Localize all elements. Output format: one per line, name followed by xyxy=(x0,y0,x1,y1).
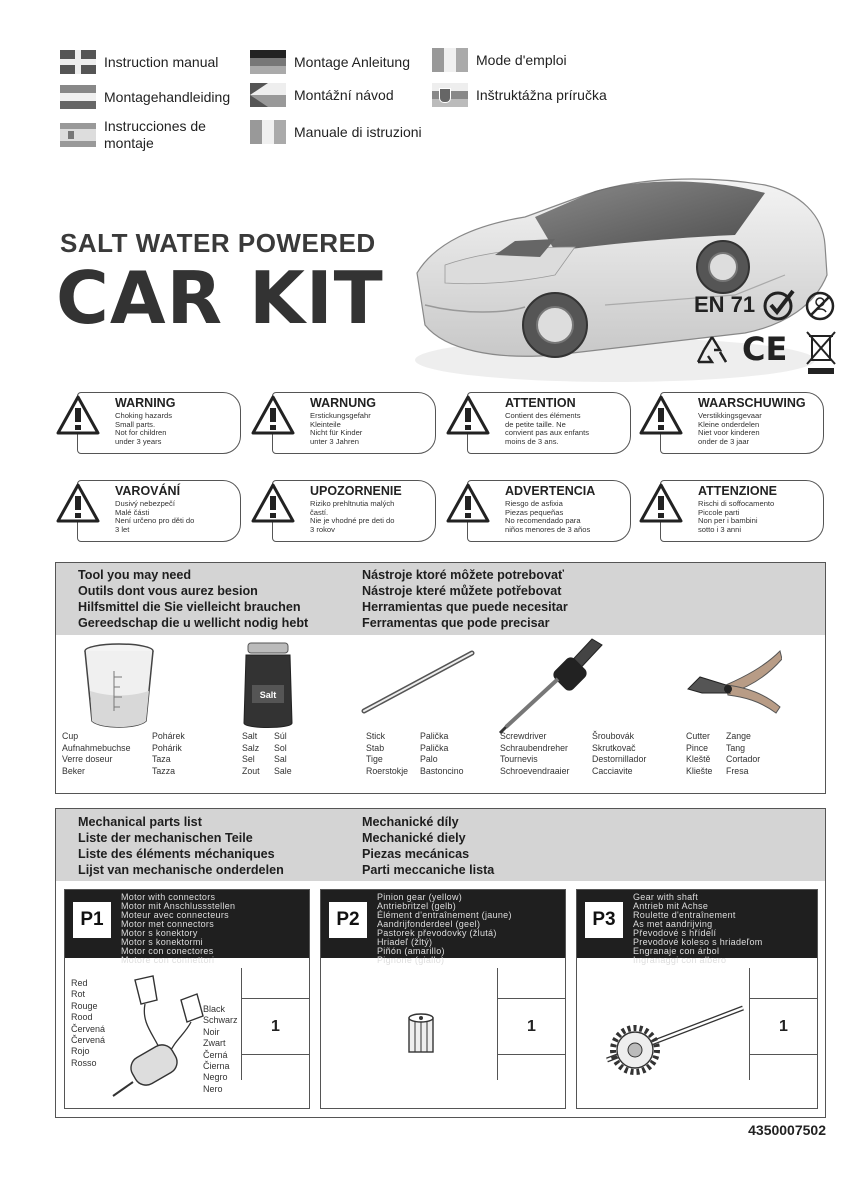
tool-label: Cup Aufnahmebuchse Verre doseur Beker xyxy=(62,731,131,776)
language-french xyxy=(432,48,567,72)
tool-label: Screwdriver Schraubendreher Tournevis Schroevendraaier xyxy=(500,731,570,776)
warning-triangle-icon xyxy=(55,482,101,524)
red-wire-labels: Red Rot Rouge Rood Červená Červená Rojo Rosso xyxy=(71,978,106,1068)
motor-with-connectors-icon xyxy=(105,974,215,1106)
warning-heading: WAARSCHUWING xyxy=(698,396,806,410)
tools-heading-left: Tool you may need Outils dont vous aurez besion Hilfsmittel die Sie vielleicht brauchen Gereedschap die u wellicht nodig hebt xyxy=(78,568,309,630)
pinion-gear-icon xyxy=(401,1012,441,1058)
checkmark-seal-icon xyxy=(762,288,796,322)
language-label: Montagehandleiding xyxy=(104,88,231,105)
warning-heading: VAROVÁNÍ xyxy=(115,484,181,498)
tool-label: Súl Sol Sal Sale xyxy=(274,731,292,776)
language-label: Mode d'emploi xyxy=(476,51,567,68)
language-label: Montážní návod xyxy=(294,86,394,103)
warning-italian xyxy=(638,478,824,542)
product-title: CAR KIT xyxy=(56,256,384,340)
warning-text: Choking hazards Small parts. Not for children under 3 years xyxy=(115,411,172,446)
warning-triangle-icon xyxy=(445,482,491,524)
warning-german xyxy=(250,390,436,454)
warning-triangle-icon xyxy=(250,482,296,524)
parts-heading-left: Mechanical parts list Liste der mechanischen Teile Liste des éléments méchaniques Lijst van mechanische onderdelen xyxy=(78,815,284,877)
stick-icon xyxy=(356,647,478,717)
warning-heading: UPOZORNENIE xyxy=(310,484,402,498)
part-id: P1 xyxy=(73,902,111,938)
tool-label: Zange Tang Cortador Fresa xyxy=(726,731,761,776)
fr-flag-icon xyxy=(432,48,468,72)
nl-flag-icon xyxy=(60,85,96,109)
de-flag-icon xyxy=(250,50,286,74)
part-description: Gear with shaft Antrieb mit Achse Roulette d'entraînement As met aandrijving Převodové s hřídelí Prevodové koleso s hriadeľom Engranaje con árbol Ingranaggi con albero xyxy=(633,892,763,965)
it-flag-icon xyxy=(250,120,286,144)
language-spanish xyxy=(60,118,234,152)
warning-triangle-icon xyxy=(638,394,684,436)
cz-flag-icon xyxy=(250,83,286,107)
screwdriver-icon xyxy=(496,635,606,735)
warning-slovak xyxy=(250,478,436,542)
warning-text: Rischi di soffocamento Piccole parti Non per i bambini sotto i 3 anni xyxy=(698,499,775,534)
language-label: Instruction manual xyxy=(104,53,219,70)
measuring-cup-icon xyxy=(80,641,158,731)
part-id: P3 xyxy=(585,902,623,938)
tool-label: Palička Palička Palo Bastoncino xyxy=(420,731,464,776)
part-quantity: 1 xyxy=(527,1018,536,1035)
tool-label: Stick Stab Tige Roerstokje xyxy=(366,731,409,776)
warning-text: Dusivý nebezpečí Malé části Není určeno pro děti do 3 let xyxy=(115,499,195,534)
warning-triangle-icon xyxy=(638,482,684,524)
warning-french xyxy=(445,390,631,454)
language-label: Montage Anleitung xyxy=(294,53,410,70)
black-wire-labels: Black Schwarz Noir Zwart Černá Čierna Negro Nero xyxy=(203,1004,238,1094)
warning-heading: ATTENTION xyxy=(505,396,576,410)
part-description: Pinion gear (yellow) Antriebritzel (gelb) Élément d'entraînement (jaune) Aandrijfonderdeel (geel) Pastorek převodovky (žlutá) Hriadeľ (žltý) Piñón (amarillo) Pignone (giallo) xyxy=(377,892,512,965)
warning-triangle-icon xyxy=(250,394,296,436)
warning-text: Riziko prehltnutia malých častí. Nie je vhodné pre deti do 3 rokov xyxy=(310,499,395,534)
tools-panel xyxy=(55,562,826,794)
sk-flag-icon xyxy=(432,83,468,107)
not-for-children-icon xyxy=(804,290,836,322)
warning-dutch xyxy=(638,390,824,454)
warning-text: Contient des éléments de petite taille. Ne convient pas aux enfants moins de 3 ans. xyxy=(505,411,590,446)
language-dutch xyxy=(60,85,230,109)
tool-label: Salt Salz Sel Zout xyxy=(242,731,260,776)
weee-bin-icon xyxy=(804,328,838,376)
warning-triangle-icon xyxy=(55,394,101,436)
language-label: Manuale di istruzioni xyxy=(294,123,422,140)
part-card-p3 xyxy=(576,889,818,1109)
en71-label: EN 71 xyxy=(694,292,756,317)
es-flag-icon xyxy=(60,123,96,147)
salt-jar-icon xyxy=(240,641,296,731)
recycle-icon xyxy=(694,334,730,368)
part-description: Motor with connectors Motor mit Anschlussstellen Moteur avec connecteurs Motor met connectors Motor s konektory Motor s konektormi Motor con conectores Motore con connettori xyxy=(121,892,236,965)
product-code: 4350007502 xyxy=(748,1122,826,1138)
product-subtitle: SALT WATER POWERED xyxy=(60,228,376,258)
warning-english xyxy=(55,390,241,454)
warning-text: Verstikkingsgevaar Kleine onderdelen Niet voor kinderen onder de 3 jaar xyxy=(698,411,762,446)
parts-panel xyxy=(55,808,826,1118)
warning-triangle-icon xyxy=(445,394,491,436)
salt-jar-label: Salt xyxy=(259,690,277,700)
tool-label: Cutter Pince Kleště Kliešte xyxy=(686,731,713,776)
language-german xyxy=(250,50,410,74)
part-card-p1 xyxy=(64,889,310,1109)
language-label: Inštruktážna príručka xyxy=(476,86,607,103)
ce-mark: CE xyxy=(742,330,788,368)
warning-heading: ATTENZIONE xyxy=(698,484,777,498)
warning-text: Erstickungsgefahr Kleinteile Nicht für Kinder unter 3 Jahren xyxy=(310,411,371,446)
tools-heading-right: Nástroje ktoré môžete potrebovať Nástroje které můžete potřebovat Herramientas que puede necesitar Ferramentas que pode precisar xyxy=(362,568,568,630)
warning-heading: ADVERTENCIA xyxy=(505,484,596,498)
language-italian xyxy=(250,120,422,144)
uk-flag-icon xyxy=(60,50,96,74)
tool-label: Pohárek Pohárik Taza Tazza xyxy=(152,731,185,776)
parts-heading-right: Mechanické díly Mechanické diely Piezas mecánicas Parti meccaniche lista xyxy=(362,815,495,877)
part-id: P2 xyxy=(329,902,367,938)
part-card-p2 xyxy=(320,889,566,1109)
language-english xyxy=(60,50,218,74)
language-slovak xyxy=(432,83,607,107)
language-label: Instrucciones de montaje xyxy=(104,118,206,151)
warning-heading: WARNING xyxy=(115,396,176,410)
warning-heading: WARNUNG xyxy=(310,396,376,410)
part-quantity: 1 xyxy=(271,1018,280,1035)
warning-text: Riesgo de asfixia Piezas pequeñas No recomendado para niños menores de 3 años xyxy=(505,499,591,534)
tool-label: Šroubovák Skrutkovač Destornillador Cacciavite xyxy=(592,731,647,776)
language-czech xyxy=(250,83,394,107)
warning-spanish xyxy=(445,478,631,542)
part-quantity: 1 xyxy=(779,1018,788,1035)
pliers-icon xyxy=(686,647,782,717)
warning-czech xyxy=(55,478,241,542)
gear-with-shaft-icon xyxy=(597,990,747,1090)
